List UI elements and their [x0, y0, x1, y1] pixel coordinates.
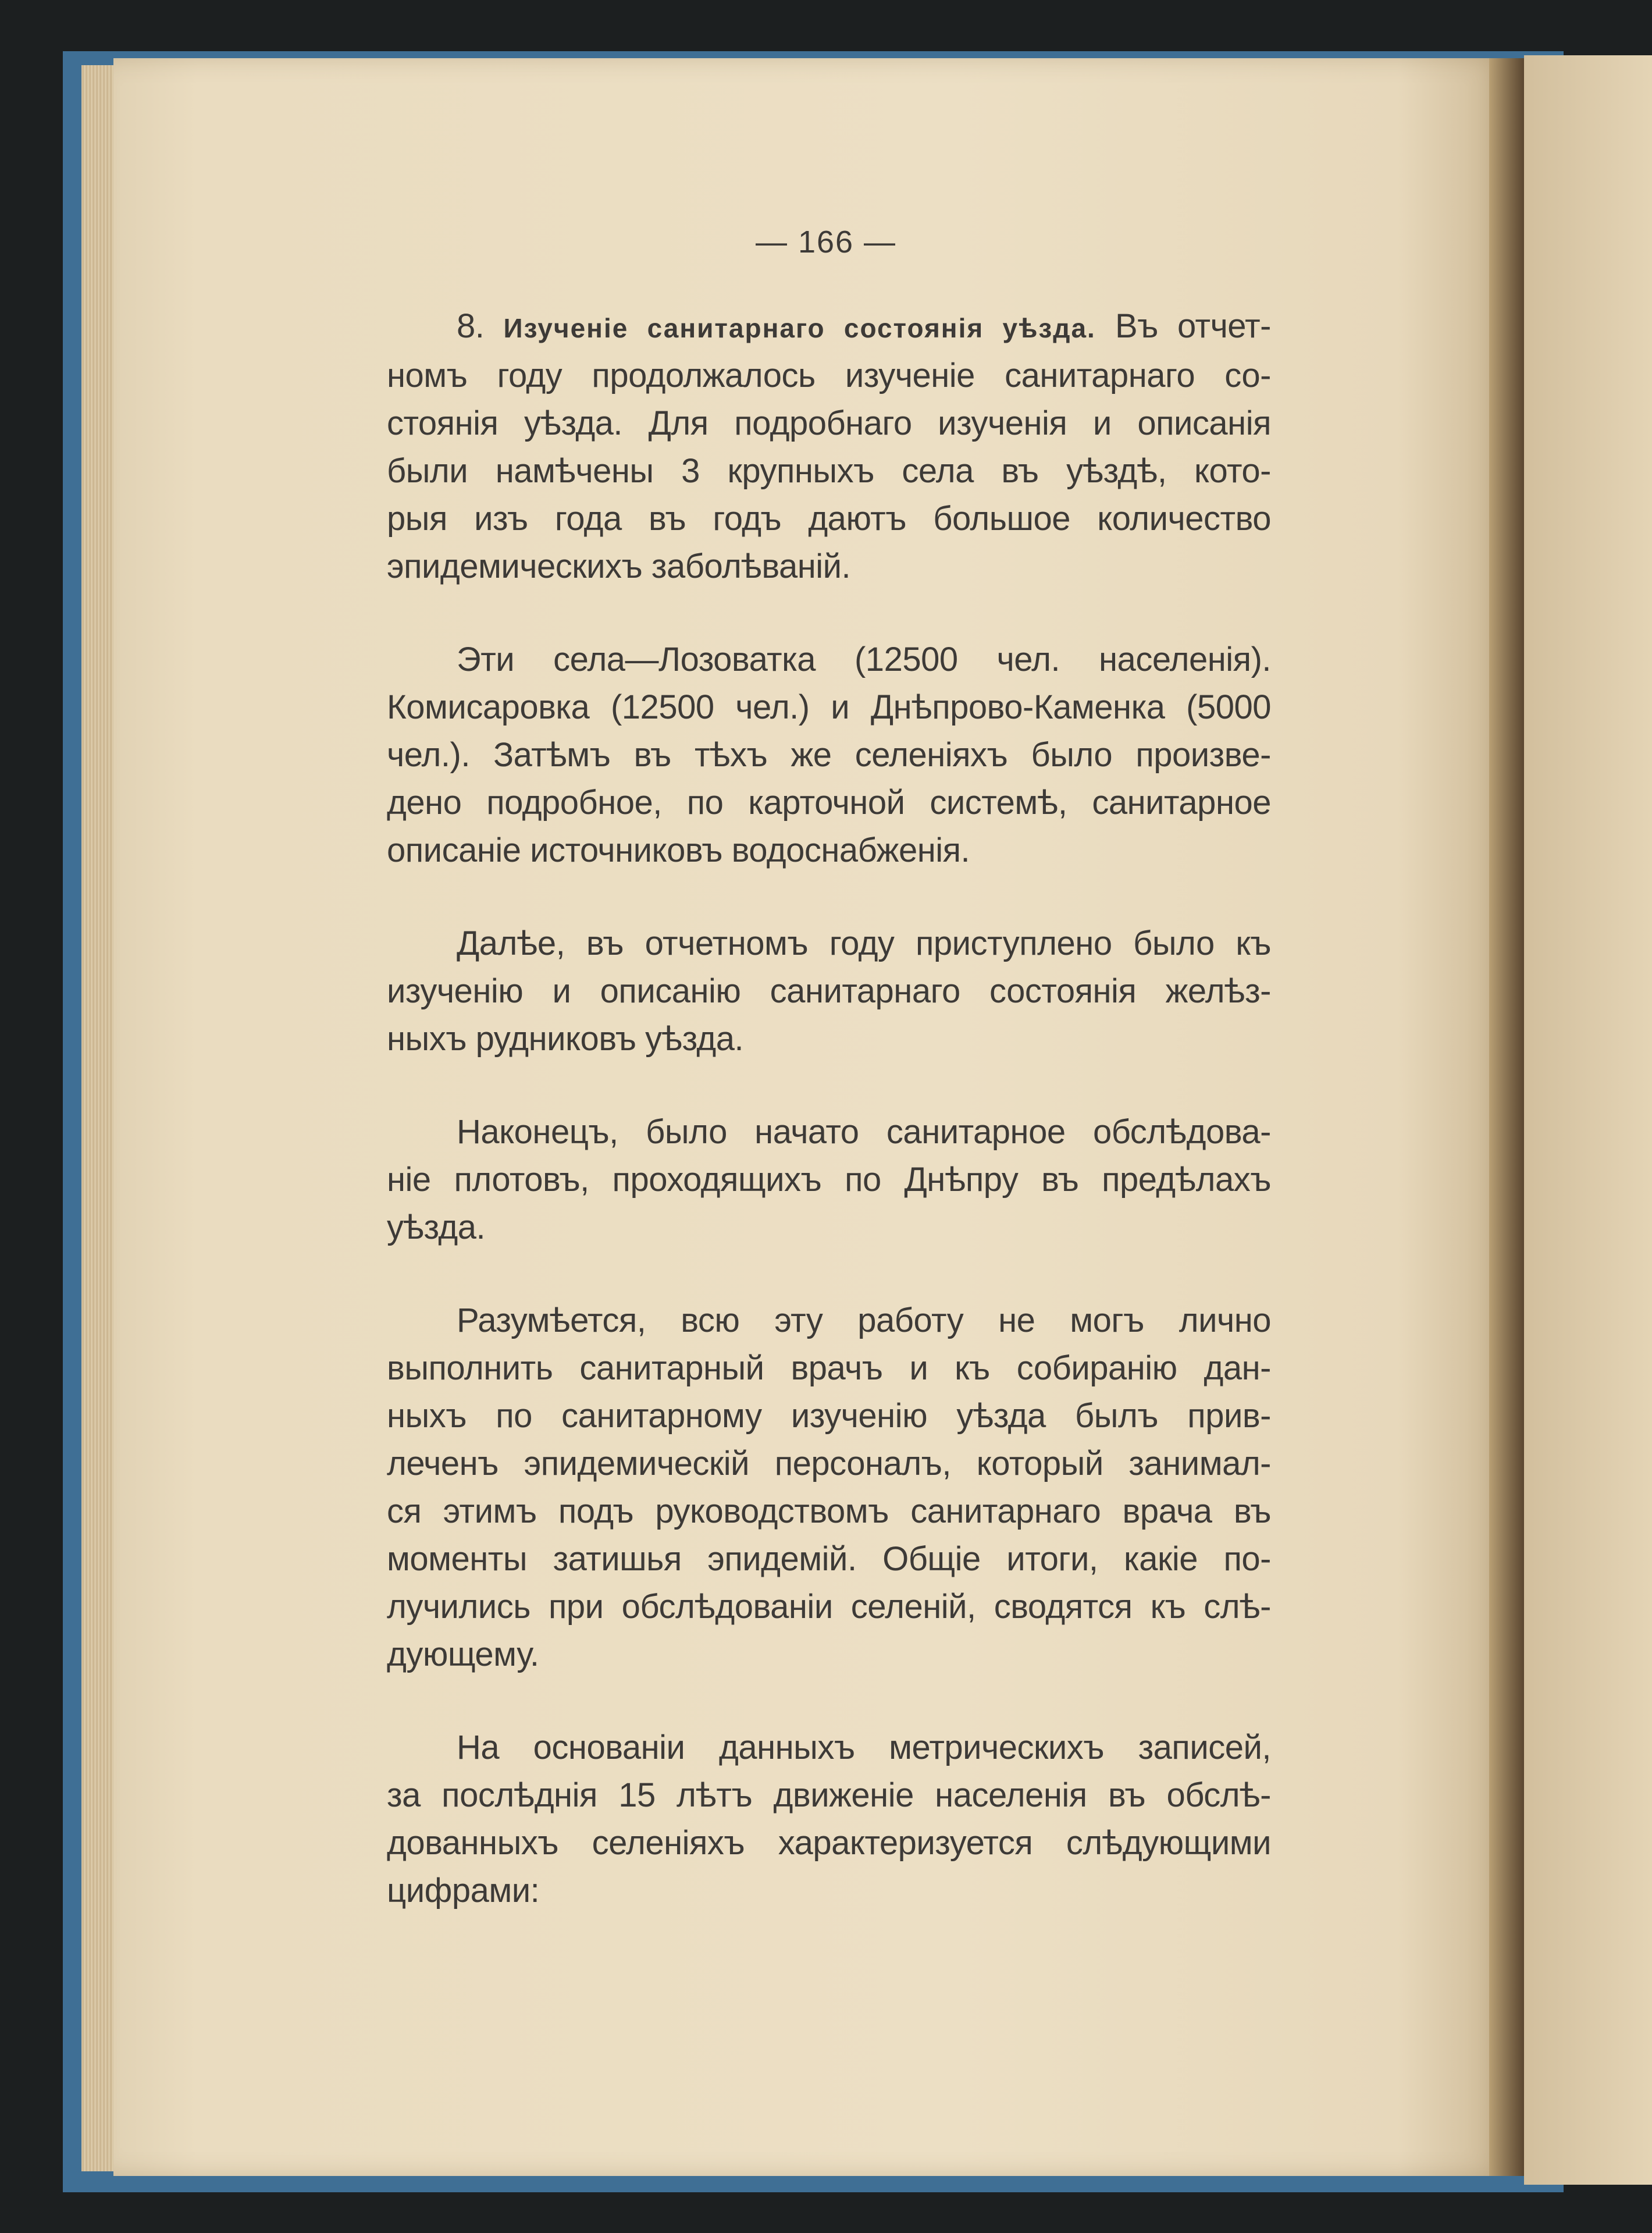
page-number: — 166 —	[755, 225, 897, 259]
paragraph	[387, 920, 1271, 1063]
text-line: дованныхъ селеніяхъ характеризуется слѣдующими	[387, 1824, 1271, 1862]
text-line: изученію и описанію санитарнаго состоянія желѣз-	[387, 972, 1271, 1010]
text-line: за послѣднія 15 лѣтъ движеніе населенія въ обслѣ-	[387, 1776, 1271, 1814]
text-line: уѣзда.	[387, 1208, 486, 1246]
text-line: Наконецъ, было начато санитарное обслѣдова-	[457, 1113, 1271, 1151]
book-gutter	[1489, 58, 1524, 2176]
text-line: леченъ эпидемическій персоналъ, который занимал-	[387, 1445, 1271, 1482]
text-line: ныхъ по санитарному изученію уѣзда былъ прив-	[387, 1397, 1271, 1435]
paragraph	[387, 636, 1271, 874]
text-line	[387, 303, 1271, 352]
text-line: лучились при обслѣдованіи селеній, сводятся къ слѣ-	[387, 1588, 1271, 1626]
text-line: Комисаровка (12500 чел.) и Днѣпрово-Каменка (5000	[387, 688, 1271, 726]
text-line: цифрами:	[387, 1872, 540, 1910]
paragraph	[387, 303, 1271, 591]
text-line: рыя изъ года въ годъ даютъ большое количество	[387, 500, 1271, 538]
paragraph	[387, 1724, 1271, 1915]
text-line-rest: Въ отчет-	[1095, 307, 1271, 345]
text-line: дующему.	[387, 1635, 539, 1673]
text-line: описаніе источниковъ водоснабженія.	[387, 831, 970, 869]
text-line: Разумѣется, всю эту работу не могъ лично	[457, 1302, 1271, 1339]
text-line: номъ году продолжалось изученіе санитарнаго со-	[387, 357, 1271, 394]
text-line: эпидемическихъ заболѣваній.	[387, 547, 851, 585]
page-text	[387, 303, 1271, 1960]
text-line: Далѣе, въ отчетномъ году приступлено было къ	[457, 925, 1271, 962]
text-line: ніе плотовъ, проходящихъ по Днѣпру въ предѣлахъ	[387, 1161, 1271, 1199]
paragraph	[387, 1108, 1271, 1251]
text-line: моменты затишья эпидемій. Общіе итоги, какіе по-	[387, 1540, 1271, 1578]
section-title: Изученіе санитарнаго состоянія уѣзда.	[503, 313, 1096, 343]
text-line: ся этимъ подъ руководствомъ санитарнаго врача въ	[387, 1492, 1271, 1530]
text-line: дено подробное, по карточной системѣ, санитарное	[387, 784, 1271, 822]
text-line: ныхъ рудниковъ уѣзда.	[387, 1020, 744, 1058]
text-line: стоянія уѣзда. Для подробнаго изученія и описанія	[387, 404, 1271, 442]
text-line: чел.). Затѣмъ въ тѣхъ же селеніяхъ было произве-	[387, 736, 1271, 774]
paragraph	[387, 1297, 1271, 1679]
text-line: Эти села—Лозоватка (12500 чел. населенія).	[457, 641, 1271, 678]
section-number: 8.	[457, 307, 485, 345]
text-line: На основаніи данныхъ метрическихъ записей,	[457, 1729, 1271, 1766]
facing-page	[1524, 55, 1652, 2185]
text-line: были намѣчены 3 крупныхъ села въ уѣздѣ, кото-	[387, 452, 1271, 490]
text-line: выполнить санитарный врачъ и къ собиранію дан-	[387, 1349, 1271, 1387]
